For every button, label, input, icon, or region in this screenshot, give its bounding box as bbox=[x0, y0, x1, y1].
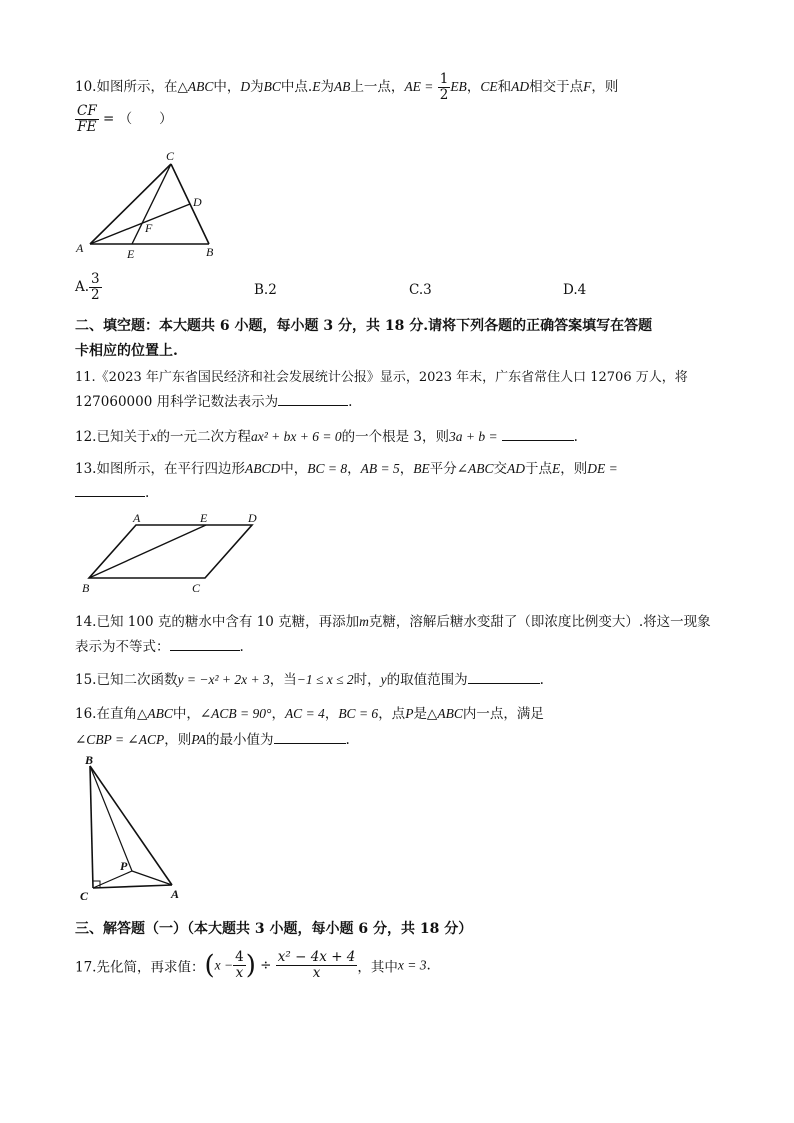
math-f: F bbox=[583, 78, 592, 94]
math-bc: BC = 8 bbox=[307, 461, 348, 476]
label-d: D bbox=[248, 511, 257, 525]
q15-text: ，当 bbox=[269, 672, 297, 688]
q10-text: 上一点， bbox=[350, 78, 405, 95]
q16-text: ，点 bbox=[378, 706, 406, 722]
math-ac: AC = 4 bbox=[284, 706, 325, 721]
q13-text: 中， bbox=[280, 461, 308, 477]
segment-ad bbox=[90, 204, 190, 244]
q13-text: ， bbox=[347, 461, 361, 477]
label-p: P bbox=[120, 859, 128, 873]
q10-text: 中， bbox=[213, 78, 241, 95]
math-pa: PA bbox=[191, 732, 206, 747]
cf-fe-fraction: $\frac{CF}{FE}$ bbox=[77, 103, 97, 135]
answer-blank bbox=[170, 636, 240, 651]
q17-end: . bbox=[426, 957, 431, 974]
q10-option-d: D.4 bbox=[563, 282, 587, 298]
q16-line1 bbox=[75, 702, 544, 722]
q16-text: ， bbox=[271, 706, 285, 722]
segment-be bbox=[89, 525, 206, 578]
q15-end: . bbox=[539, 672, 544, 688]
q16-text: 是△ bbox=[413, 706, 438, 722]
math-p: P bbox=[405, 706, 414, 721]
q13-text: 于点 bbox=[525, 461, 553, 477]
math-bc: BC bbox=[263, 78, 281, 94]
math-y: y bbox=[380, 672, 387, 687]
math-condition: x = 3 bbox=[397, 957, 427, 973]
math-ce: CE bbox=[480, 78, 498, 94]
q14-text: 克糖，溶解后糖水变甜了（即浓度比例变大）.将这一现象 bbox=[368, 614, 711, 630]
math-eb: EB bbox=[450, 78, 467, 94]
q10-option-b: B.2 bbox=[254, 282, 277, 298]
q10-line1 bbox=[75, 72, 618, 103]
half-fraction: $\frac{1}{2}$ bbox=[439, 71, 449, 103]
math-e: E bbox=[312, 78, 321, 94]
math-x-minus: x − bbox=[214, 957, 234, 973]
math-abc: ABC bbox=[187, 78, 214, 94]
q16-text: ， bbox=[324, 706, 339, 722]
q11-line1: 11.《2023 年广东省国民经济和社会发展统计公报》显示，2023 年末，广东省常住人口 12706 万人，将 bbox=[75, 370, 688, 385]
divide-sign: ÷ bbox=[260, 957, 272, 974]
q16-text: 内一点，满足 bbox=[462, 706, 544, 722]
q15-text: 时， bbox=[353, 672, 381, 688]
q10-text: ， bbox=[466, 78, 481, 95]
math-angle: ∠ABC bbox=[456, 461, 494, 476]
label-a: A bbox=[171, 887, 180, 901]
q13-parallelogram-figure bbox=[74, 508, 274, 598]
q16-text: 中， bbox=[172, 706, 200, 722]
label-a: A bbox=[133, 511, 141, 525]
q16-right-triangle-figure bbox=[74, 752, 194, 904]
q16-text: 16.在直角△ bbox=[75, 706, 148, 722]
q10-number: 10. bbox=[75, 78, 97, 95]
label-b: B bbox=[85, 753, 94, 767]
q13-text: ， bbox=[399, 461, 414, 477]
q14-line2 bbox=[75, 635, 244, 655]
label-c: C bbox=[192, 581, 201, 595]
math-de: DE = bbox=[587, 461, 618, 476]
label-c: C bbox=[166, 149, 175, 163]
left-paren: ( bbox=[204, 950, 215, 981]
q16-end: . bbox=[345, 732, 350, 748]
q10-option-a bbox=[75, 272, 102, 303]
math-ae: AE = bbox=[404, 78, 434, 94]
segment-cp bbox=[93, 871, 132, 888]
answer-blank bbox=[502, 426, 574, 441]
label-a: A bbox=[76, 241, 84, 255]
math-condition: ∠CBP = ∠ACP bbox=[75, 732, 165, 747]
math-ab: AB = 5 bbox=[360, 461, 400, 476]
q13-end: . bbox=[145, 485, 150, 501]
q10-text: ，则 bbox=[591, 78, 619, 95]
option-a-fraction: $\frac{3}{2}$ bbox=[91, 271, 100, 303]
q13-text: 交 bbox=[493, 461, 508, 477]
answer-blank bbox=[468, 669, 540, 684]
segment-pa bbox=[132, 871, 172, 885]
label-f: F bbox=[145, 221, 153, 235]
q13-blank-line bbox=[75, 482, 149, 501]
q12-text: 的一元二次方程 bbox=[156, 429, 251, 445]
q13-text: 平分 bbox=[429, 461, 457, 477]
label-c: C bbox=[80, 889, 89, 903]
math-equation: ax² + bx + 6 = 0 bbox=[250, 429, 342, 444]
q10-text: 和 bbox=[497, 78, 512, 95]
math-e: E bbox=[552, 461, 561, 476]
q10-text: 为 bbox=[250, 78, 264, 95]
q11-text: 127060000 用科学记数法表示为 bbox=[75, 394, 279, 410]
q10-triangle-figure bbox=[72, 148, 224, 266]
q10-text: 相交于点 bbox=[529, 78, 584, 95]
edge-ac bbox=[90, 164, 171, 244]
q10-text: 如图所示，在△ bbox=[96, 78, 188, 95]
math-expression: 3a + b = bbox=[449, 429, 498, 444]
label-e: E bbox=[200, 511, 208, 525]
math-abcd: ABCD bbox=[244, 461, 281, 476]
math-angle: ∠ACB = 90° bbox=[199, 706, 272, 721]
math-abc: ABC bbox=[437, 706, 463, 721]
label-d: D bbox=[193, 195, 202, 209]
math-be: BE bbox=[413, 461, 430, 476]
q13-line bbox=[75, 457, 618, 477]
label-e: E bbox=[127, 247, 135, 261]
q14-end: . bbox=[239, 639, 244, 655]
answer-paren: = （ ） bbox=[103, 110, 173, 127]
q12-text: 12.已知关于 bbox=[75, 429, 151, 445]
q14-text: 表示为不等式： bbox=[75, 639, 170, 655]
q10-option-c: C.3 bbox=[409, 282, 432, 298]
q15-text: 的取值范围为 bbox=[386, 672, 468, 688]
q11-line2 bbox=[75, 390, 352, 410]
q14-line1 bbox=[75, 610, 711, 630]
option-a-label: A. bbox=[75, 278, 90, 295]
q14-text: 14.已知 100 克的糖水中含有 10 克糖，再添加 bbox=[75, 614, 360, 630]
q13-text: 13.如图所示，在平行四边形 bbox=[75, 461, 245, 477]
q13-text: ，则 bbox=[560, 461, 588, 477]
label-b: B bbox=[206, 245, 214, 259]
answer-blank bbox=[278, 391, 348, 406]
q15-text: 15.已知二次函数 bbox=[75, 672, 178, 688]
math-ab: AB bbox=[333, 78, 351, 94]
q10-text: 中点. bbox=[280, 78, 313, 95]
parallelogram-abcd bbox=[89, 525, 252, 578]
math-m: m bbox=[359, 614, 369, 629]
q16-line2 bbox=[75, 728, 350, 748]
q10-text: 为 bbox=[320, 78, 334, 95]
math-bc: BC = 6 bbox=[338, 706, 379, 721]
q17-text: 17.先化简，再求值： bbox=[75, 959, 205, 976]
edge-ca bbox=[93, 885, 172, 888]
q17-text: ，其中 bbox=[357, 959, 398, 976]
fraction-quadratic-over-x: $\frac{\text{x² − 4x + 4}}{x}$ bbox=[277, 949, 356, 981]
fraction-4-over-x: $\frac{4}{x}$ bbox=[235, 949, 244, 981]
q12-end: . bbox=[573, 429, 578, 445]
answer-blank bbox=[75, 482, 145, 497]
edge-bc bbox=[90, 766, 93, 888]
q16-text: 的最小值为 bbox=[206, 732, 274, 748]
q15-line bbox=[75, 668, 544, 688]
math-range: −1 ≤ x ≤ 2 bbox=[296, 672, 354, 687]
math-abc: ABC bbox=[147, 706, 173, 721]
math-ad: AD bbox=[507, 461, 526, 476]
answer-blank bbox=[274, 729, 346, 744]
section3-heading: 三、解答题（一）（本大题共 3 小题，每小题 6 分，共 18 分） bbox=[75, 921, 473, 937]
q11-end: . bbox=[348, 394, 353, 410]
label-b: B bbox=[82, 581, 90, 595]
q12-text: 的一个根是 3，则 bbox=[341, 429, 449, 445]
q10-line2 bbox=[75, 104, 173, 135]
q16-text: ，则 bbox=[164, 732, 192, 748]
math-d: D bbox=[240, 78, 251, 94]
math-ad: AD bbox=[511, 78, 530, 94]
q12-line bbox=[75, 425, 578, 445]
math-x: x bbox=[150, 429, 157, 444]
section2-heading-line2: 卡相应的位置上. bbox=[75, 343, 178, 359]
section2-heading-line1: 二、填空题：本大题共 6 小题，每小题 3 分，共 18 分.请将下列各题的正确答案填写在答题 bbox=[75, 318, 653, 334]
right-paren: ) bbox=[245, 950, 256, 981]
q17-line bbox=[75, 950, 431, 981]
math-function: y = −x² + 2x + 3 bbox=[177, 672, 270, 687]
